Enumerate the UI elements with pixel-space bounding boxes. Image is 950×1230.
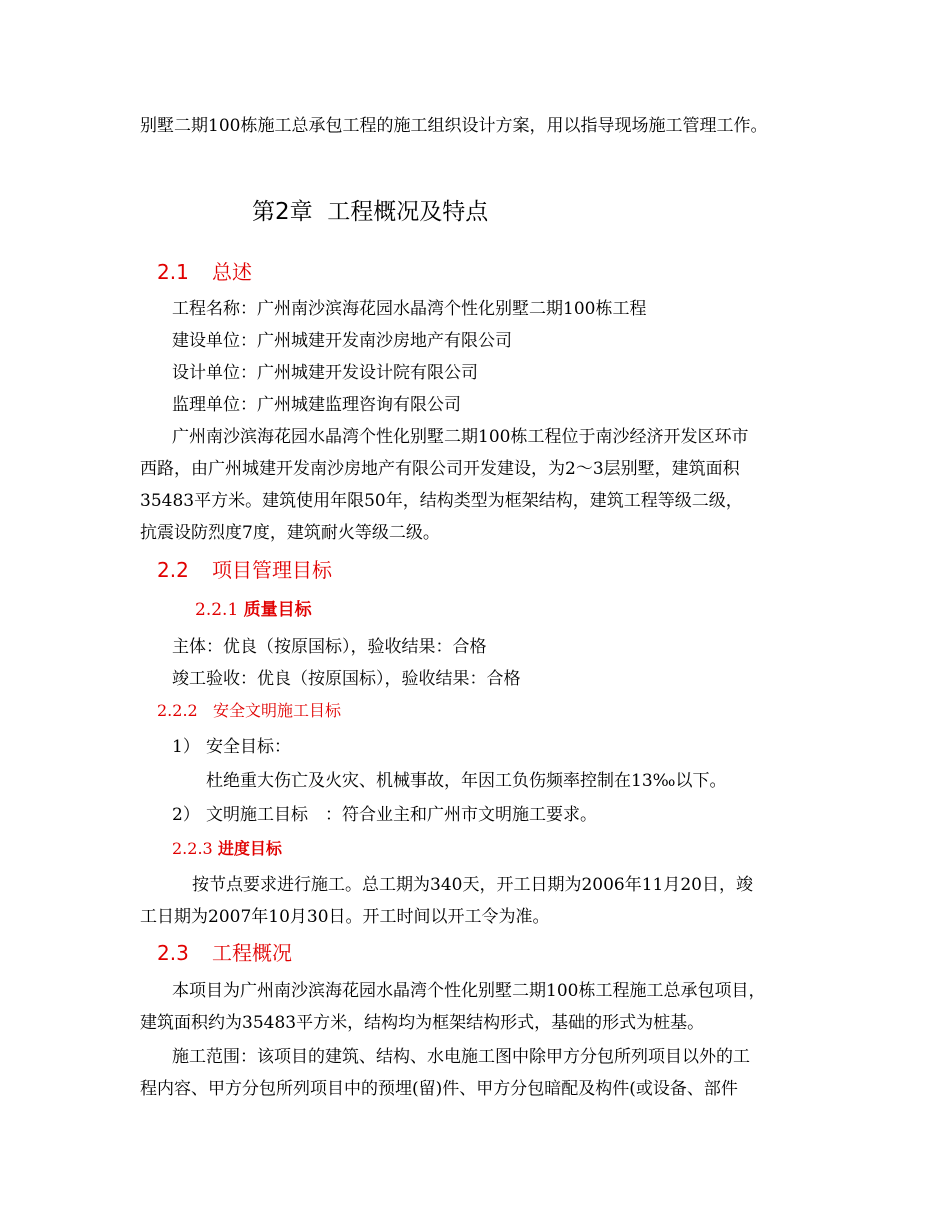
scope-para-line: 程内容、甲方分包所列项目中的预埋(留)件、甲方分包暗配及构件(或设备、部件 (140, 1079, 738, 1099)
subsection-number: 2.2.1 (195, 600, 239, 620)
section-title: 项目管理目标 (212, 558, 332, 582)
scope-para-line: 施工范围：该项目的建筑、结构、水电施工图中除甲方分包所列项目以外的工 (172, 1047, 750, 1067)
project-para-line: 本项目为广州南沙滨海花园水晶湾个性化别墅二期100栋工程施工总承包项目， (172, 981, 766, 1001)
quality-completion-line: 竣工验收：优良（按原国标），验收结果：合格 (172, 669, 521, 689)
chapter-heading (252, 194, 488, 230)
section-number: 2.3 (157, 941, 189, 965)
list-number: 2） (172, 805, 200, 825)
section-number: 2.1 (157, 260, 189, 284)
quality-main-line: 主体：优良（按原国标），验收结果：合格 (172, 637, 487, 657)
developer-line: 建设单位：广州城建开发南沙房地产有限公司 (172, 331, 512, 351)
subsection-2-2-3-heading (172, 834, 282, 864)
chapter-title: 工程概况及特点 (327, 199, 489, 225)
overview-para-line: 35483平方米。建筑使用年限50年，结构类型为框架结构，建筑工程等级二级， (140, 491, 743, 511)
schedule-line: 工日期为2007年10月30日。开工时间以开工令为准。 (140, 907, 550, 927)
schedule-line: 按节点要求进行施工。总工期为340天，开工日期为2006年11月20日，竣 (192, 875, 753, 895)
designer-line: 设计单位：广州城建开发设计院有限公司 (172, 363, 478, 383)
supervisor-line: 监理单位：广州城建监理咨询有限公司 (172, 395, 461, 415)
overview-para-line: 西路，由广州城建开发南沙房地产有限公司开发建设，为2～3层别墅，建筑面积 (140, 459, 740, 479)
project-name-line: 工程名称：广州南沙滨海花园水晶湾个性化别墅二期100栋工程 (172, 299, 647, 319)
list-text: 安全目标： (206, 737, 291, 757)
chapter-number: 第2章 (252, 199, 313, 225)
section-2-1-heading (157, 255, 252, 289)
safety-item (172, 731, 852, 763)
overview-para-line: 抗震设防烈度7度，建筑耐火等级二级。 (140, 523, 440, 543)
subsection-title: 进度目标 (217, 839, 282, 858)
subsection-title: 质量目标 (243, 600, 312, 620)
section-title: 总述 (212, 260, 252, 284)
intro-line: 别墅二期100栋施工总承包工程的施工组织设计方案，用以指导现场施工管理工作。 (140, 116, 768, 136)
section-number: 2.2 (157, 558, 189, 582)
subsection-2-2-1-heading (195, 595, 312, 625)
civilized-item (172, 799, 852, 831)
section-2-3-heading (157, 936, 292, 970)
list-text: 文明施工目标 ：符合业主和广州市文明施工要求。 (206, 805, 597, 825)
safety-detail-line: 杜绝重大伤亡及火灾、机械事故，年因工负伤频率控制在13‰以下。 (206, 771, 727, 791)
overview-para-line: 广州南沙滨海花园水晶湾个性化别墅二期100栋工程位于南沙经济开发区环市 (172, 427, 749, 447)
subsection-2-2-2-heading (157, 696, 341, 726)
subsection-number: 2.2.2 (157, 701, 198, 720)
section-2-2-heading (157, 553, 332, 587)
subsection-title: 安全文明施工目标 (213, 701, 342, 720)
list-number: 1） (172, 737, 200, 757)
project-para-line: 建筑面积约为35483平方米，结构均为框架结构形式，基础的形式为桩基。 (140, 1013, 705, 1033)
section-title: 工程概况 (212, 941, 292, 965)
subsection-number: 2.2.3 (172, 839, 213, 858)
